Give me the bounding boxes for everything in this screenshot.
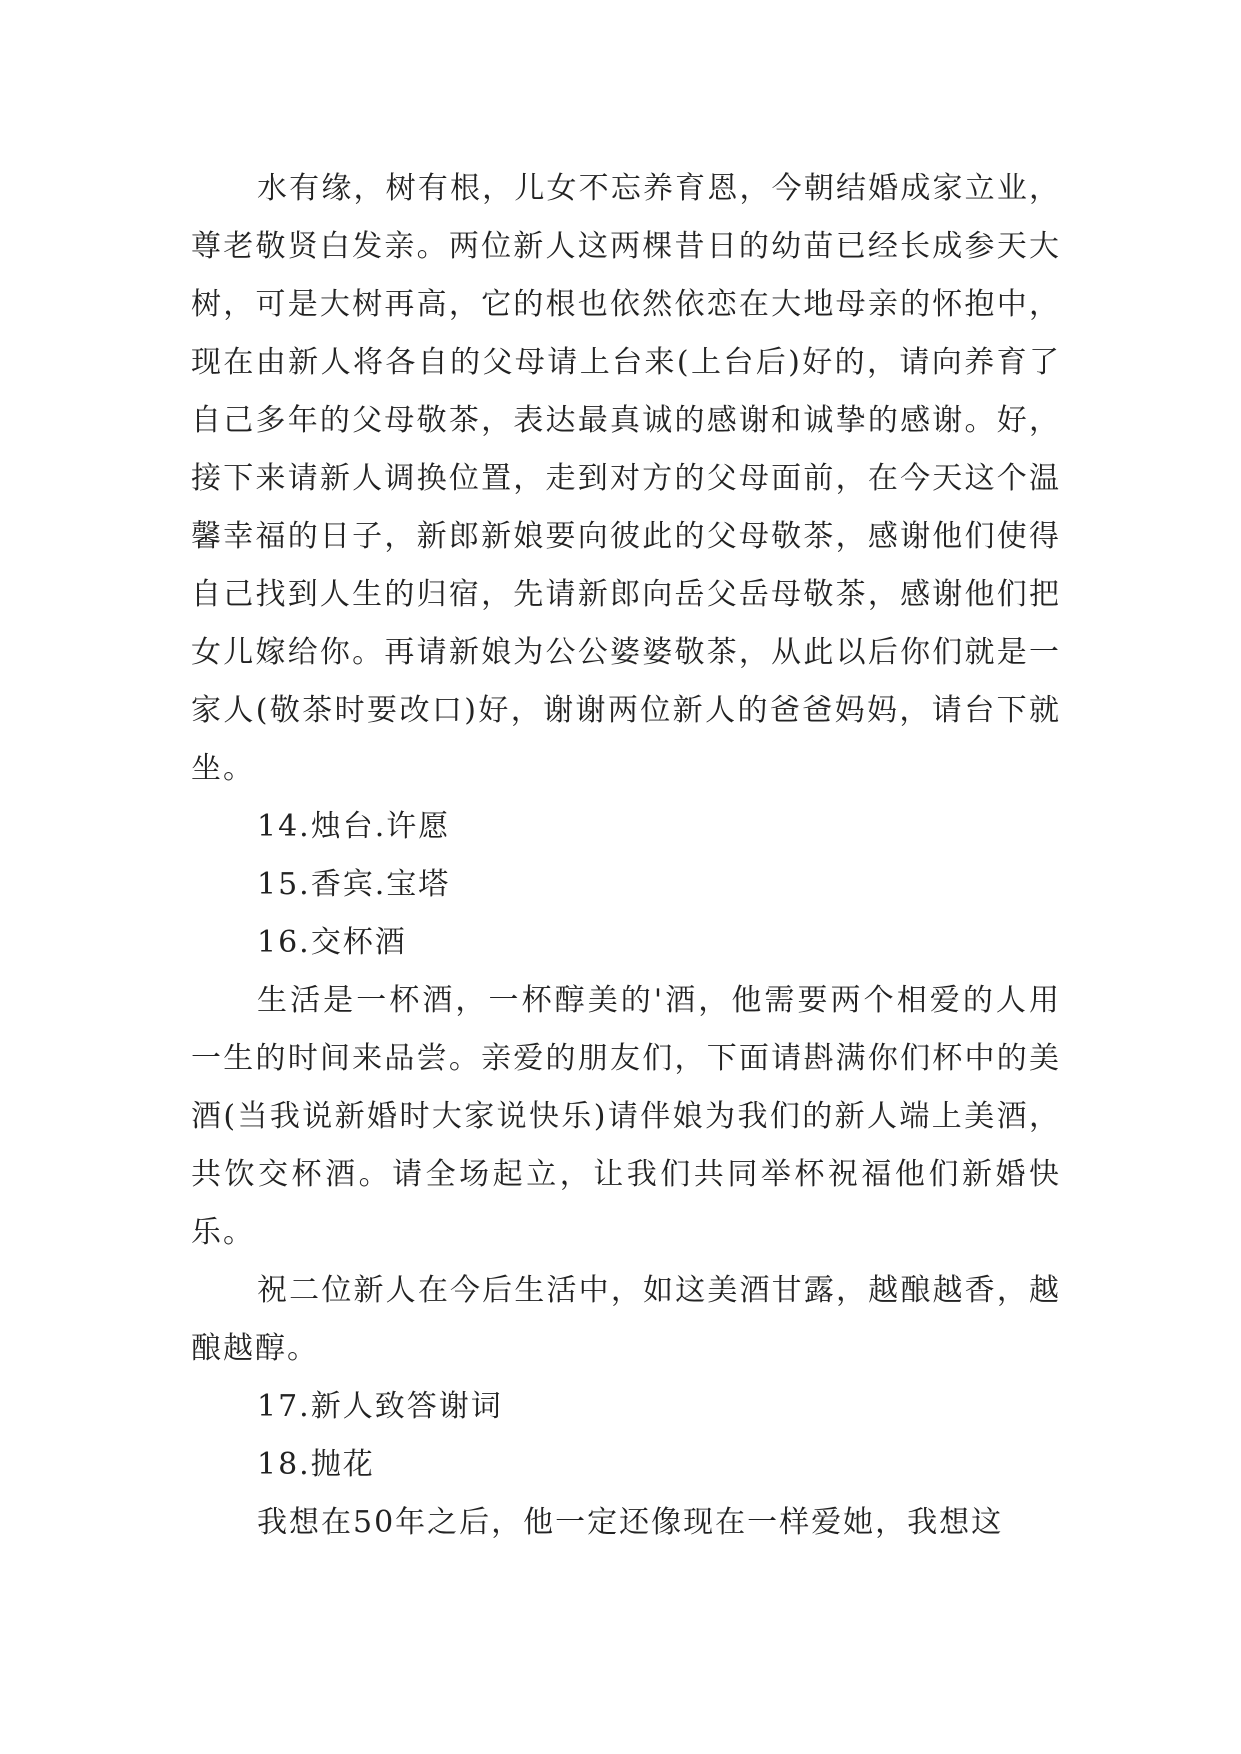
paragraph-tea-ceremony: 水有缘，树有根，儿女不忘养育恩，今朝结婚成家立业，尊老敬贤白发亲。两位新人这两棵昔日的幼苗已经长成参天大树，可是大树再高，它的根也依然依恋在大地母亲的怀抱中，现在由新人将各自的父母请上台来(上台后)好的，请向养育了自己多年的父母敬茶，表达最真诚的感谢和诚挚的感谢。好，接下来请新人调换位置，走到对方的父母面前，在今天这个温馨幸福的日子，新郎新娘要向彼此的父母敬茶，感谢他们使得自己找到人生的归宿，先请新郎向岳父岳母敬茶，感谢他们把女儿嫁给你。再请新娘为公公婆婆敬茶，从此以后你们就是一家人(敬茶时要改口)好，谢谢两位新人的爸爸妈妈，请台下就坐。: [191, 171, 1061, 786]
paragraph-fifty-years: 我想在50年之后，他一定还像现在一样爱她，我想这: [257, 1505, 1004, 1540]
list-item-16: 16.交杯酒: [257, 925, 407, 960]
document-body: [191, 160, 1061, 1552]
paragraph-blessing: 祝二位新人在今后生活中，如这美酒甘露，越酿越香，越酿越醇。: [191, 1273, 1061, 1366]
list-item-15: 15.香宾.宝塔: [257, 867, 451, 902]
list-item-18: 18.抛花: [257, 1447, 375, 1482]
list-item-17: 17.新人致答谢词: [257, 1389, 503, 1424]
paragraph-cross-cup-wine: 生活是一杯酒，一杯醇美的'酒，他需要两个相爱的人用一生的时间来品尝。亲爱的朋友们，下面请斟满你们杯中的美酒(当我说新婚时大家说快乐)请伴娘为我们的新人端上美酒，共饮交杯酒。请全场起立，让我们共同举杯祝福他们新婚快乐。: [191, 983, 1061, 1250]
list-item-14: 14.烛台.许愿: [257, 809, 451, 844]
